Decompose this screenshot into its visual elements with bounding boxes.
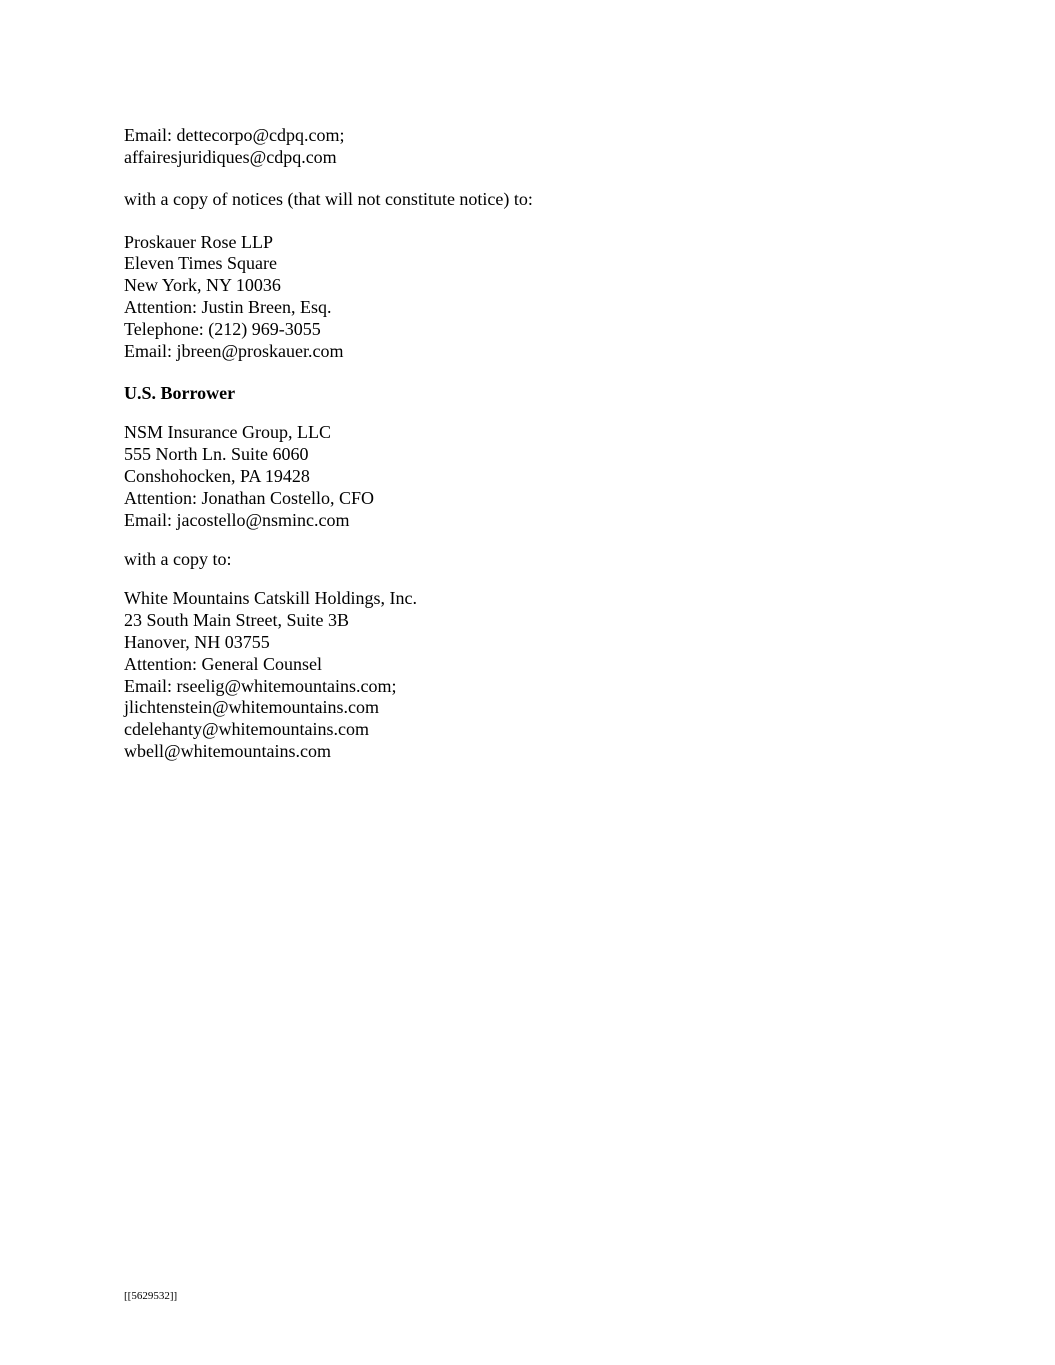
copy-to-text: with a copy to: <box>124 548 232 569</box>
address-line: Email: jbreen@proskauer.com <box>124 340 344 361</box>
address-line: Hanover, NH 03755 <box>124 631 270 652</box>
address-line: Eleven Times Square <box>124 253 277 274</box>
address-line: 555 North Ln. Suite 6060 <box>124 444 309 465</box>
email-line: affairesjuridiques@cdpq.com <box>124 146 337 167</box>
white-mountains-address-block <box>124 588 984 762</box>
us-borrower-heading-block <box>124 383 984 405</box>
address-line: wbell@whitemountains.com <box>124 740 332 761</box>
address-line: White Mountains Catskill Holdings, Inc. <box>124 588 417 609</box>
address-line: jlichtenstein@whitemountains.com <box>124 697 380 718</box>
document-page <box>124 125 984 763</box>
address-line: Email: rseelig@whitemountains.com; <box>124 675 397 696</box>
copy-notice-text: with a copy of notices (that will not constitute notice) to: <box>124 189 533 210</box>
section-heading: U.S. Borrower <box>124 382 236 403</box>
address-line: New York, NY 10036 <box>124 275 281 296</box>
address-line: NSM Insurance Group, LLC <box>124 422 331 443</box>
cdpq-email-block <box>124 125 984 169</box>
address-line: Proskauer Rose LLP <box>124 231 273 252</box>
document-footer-id: [[5629532]] <box>124 1290 178 1302</box>
address-line: Telephone: (212) 969-3055 <box>124 318 321 339</box>
address-line: 23 South Main Street, Suite 3B <box>124 610 349 631</box>
nsm-address-block <box>124 422 984 531</box>
address-line: Attention: Jonathan Costello, CFO <box>124 487 374 508</box>
copy-to-intro <box>124 549 984 571</box>
address-line: Attention: General Counsel <box>124 653 322 674</box>
address-line: Email: jacostello@nsminc.com <box>124 509 350 530</box>
copy-notice-intro <box>124 189 984 211</box>
address-line: cdelehanty@whitemountains.com <box>124 719 370 740</box>
address-line: Attention: Justin Breen, Esq. <box>124 296 332 317</box>
proskauer-address-block <box>124 232 984 363</box>
email-line: Email: dettecorpo@cdpq.com; <box>124 125 345 145</box>
address-line: Conshohocken, PA 19428 <box>124 465 310 486</box>
